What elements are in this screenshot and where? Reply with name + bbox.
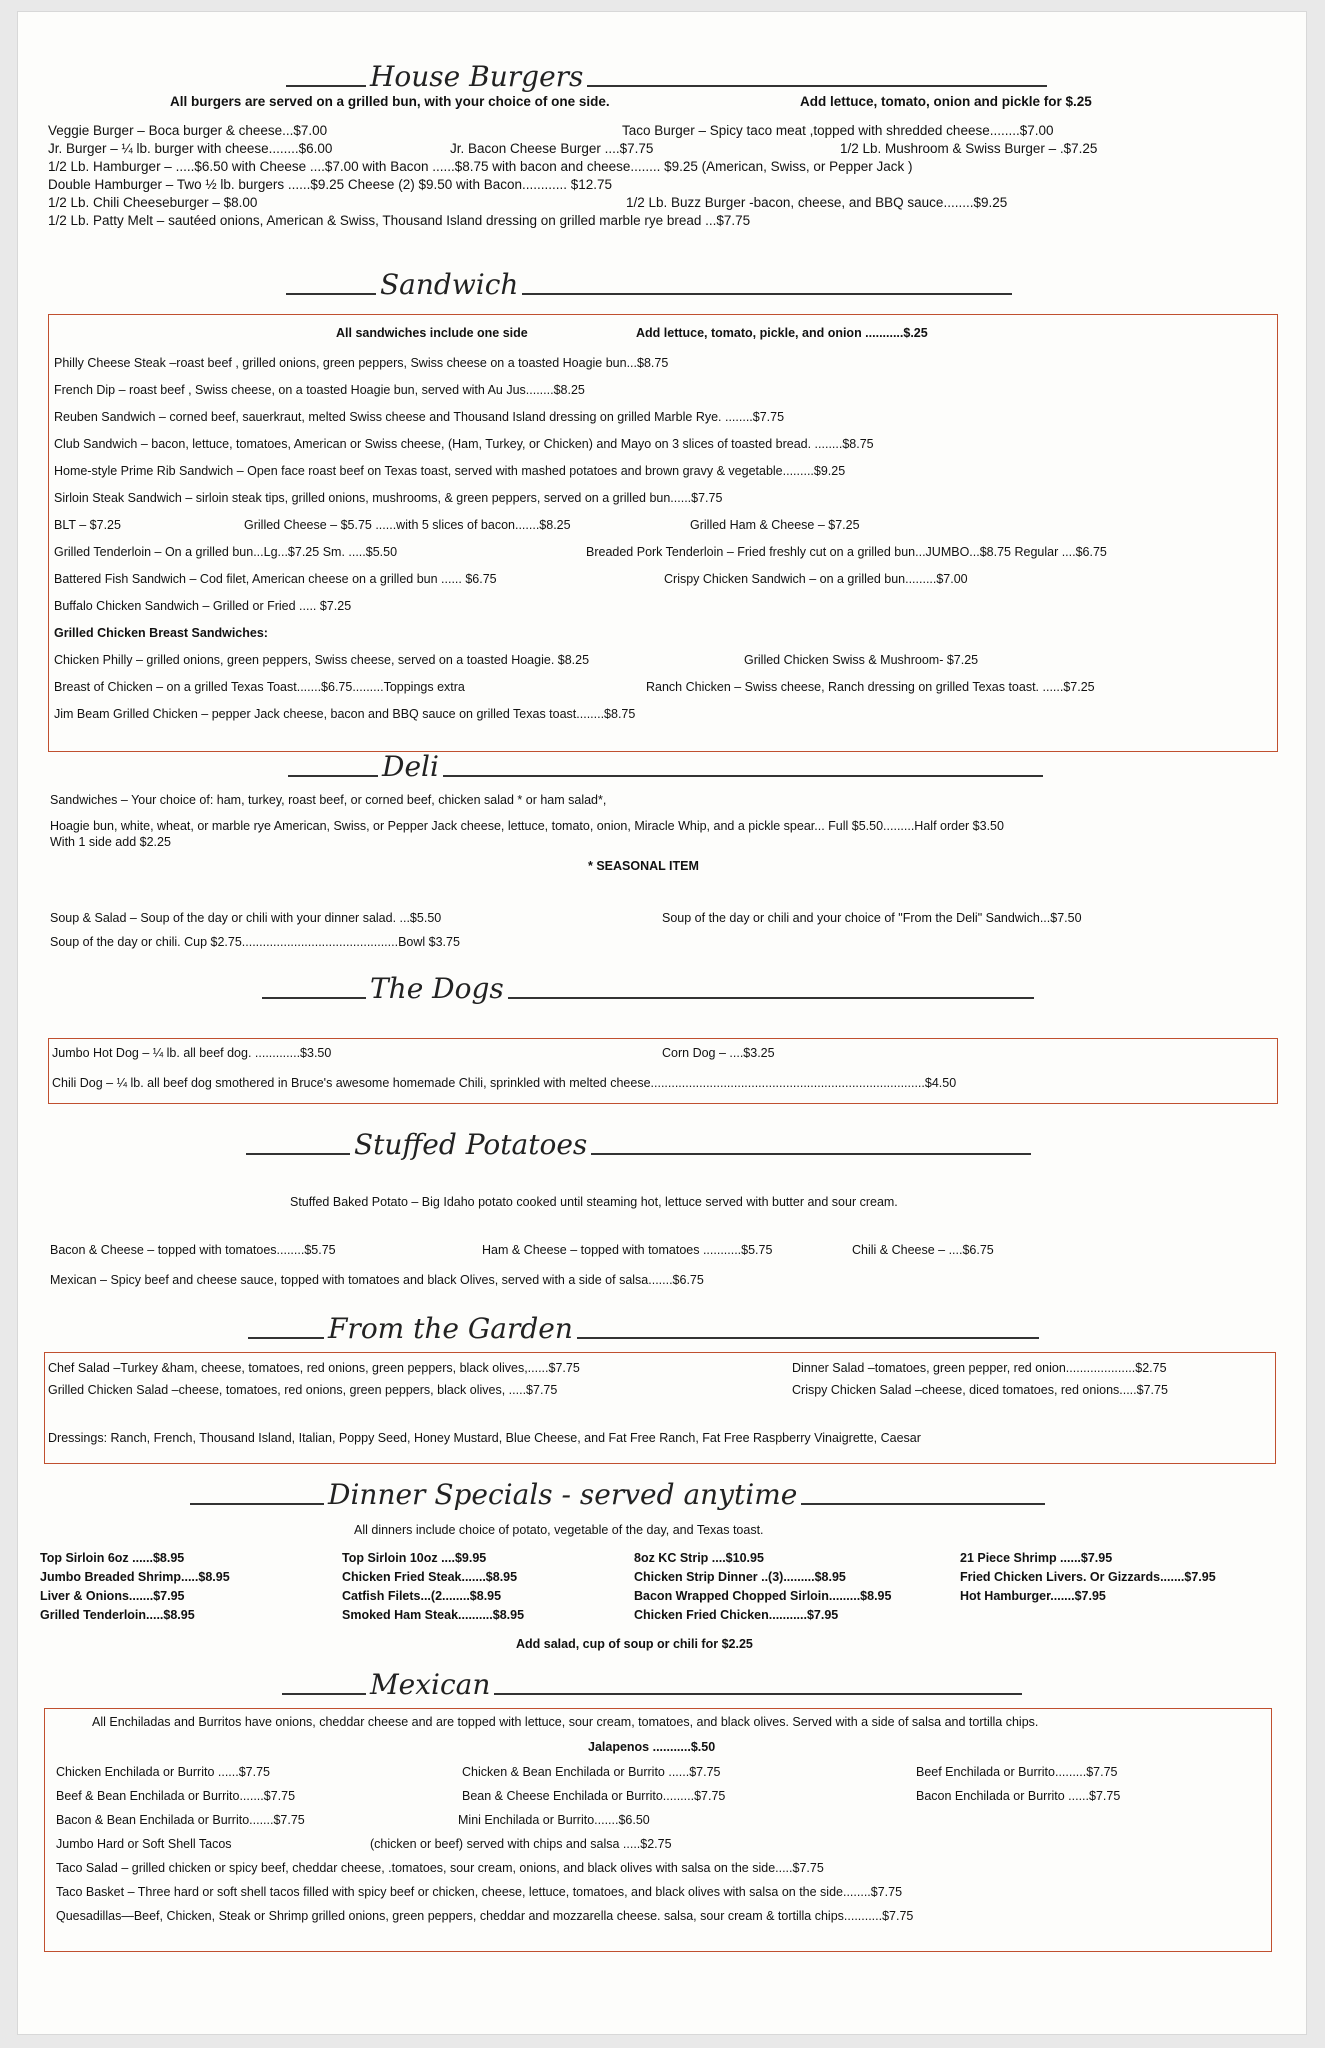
section-heading-stuffed-potatoes	[246, 1128, 1031, 1161]
menu-item-jim-beam: Jim Beam Grilled Chicken – pepper Jack cheese, bacon and BBQ sauce on grilled Texas toast........$8.75	[54, 707, 636, 721]
menu-item-mushroom-swiss: 1/2 Lb. Mushroom & Swiss Burger – .$7.25	[840, 141, 1098, 156]
sandwich-intro: All sandwiches include one side	[336, 326, 528, 340]
menu-item-mini-enchilada: Mini Enchilada or Burrito.......$6.50	[458, 1813, 650, 1827]
menu-item-prime-rib: Home-style Prime Rib Sandwich – Open face roast beef on Texas toast, served with mashed potatoes and brown gravy & vegetable.........$9.25	[54, 464, 846, 478]
dinner-item: Top Sirloin 6oz ......$8.95	[40, 1551, 185, 1565]
dinner-intro: All dinners include choice of potato, vegetable of the day, and Texas toast.	[354, 1523, 764, 1537]
menu-item-grilled-chicken-salad: Grilled Chicken Salad –cheese, tomatoes, red onions, green peppers, black olives, .....$7.75	[48, 1383, 558, 1397]
menu-item-jumbo-tacos: Jumbo Hard or Soft Shell Tacos	[56, 1837, 232, 1851]
menu-item-blt: BLT – $7.25	[54, 518, 121, 532]
dinner-item: Chicken Fried Chicken...........$7.95	[634, 1608, 839, 1622]
dinner-item: 8oz KC Strip ....$10.95	[634, 1551, 764, 1565]
heading-text: From the Garden	[328, 1312, 573, 1345]
menu-item-battered-fish: Battered Fish Sandwich – Cod filet, American cheese on a grilled bun ...... $6.75	[54, 572, 497, 586]
heading-text: Deli	[382, 750, 439, 783]
menu-item-breast-of-chicken: Breast of Chicken – on a grilled Texas Toast.......$6.75.........Toppings extra	[54, 680, 465, 694]
menu-item-chef-salad: Chef Salad –Turkey &ham, cheese, tomatoes, red onions, green peppers, black olives,......$7.75	[48, 1361, 580, 1375]
dinner-item: Chicken Strip Dinner ..(3).........$8.95	[634, 1570, 846, 1584]
menu-item-patty-melt: 1/2 Lb. Patty Melt – sautéed onions, American & Swiss, Thousand Island dressing on grilled marble rye bread ...$7.75	[48, 213, 751, 228]
menu-item-french-dip: French Dip – roast beef , Swiss cheese, on a toasted Hoagie bun, served with Au Jus........$8.25	[54, 383, 585, 397]
section-heading-garden	[248, 1312, 1039, 1345]
deli-options: Hoagie bun, white, wheat, or marble rye American, Swiss, or Pepper Jack cheese, lettuce, tomato, onion, Miracle Whip, and a pickle spear... Full $5.50.........Half order $3.50	[50, 819, 1004, 833]
menu-item-chicken-philly: Chicken Philly – grilled onions, green peppers, Swiss cheese, served on a toasted Hoagie. $8.25	[54, 653, 590, 667]
section-heading-mexican	[282, 1668, 1022, 1701]
menu-item-mexican-potato: Mexican – Spicy beef and cheese sauce, topped with tomatoes and black Olives, served with a side of salsa.......$6.75	[50, 1273, 704, 1287]
menu-item-double-hamburger: Double Hamburger – Two ½ lb. burgers ......$9.25 Cheese (2) $9.50 with Bacon............ $12.75	[48, 177, 613, 192]
dinner-item: 21 Piece Shrimp ......$7.95	[960, 1551, 1113, 1565]
dinner-item: Catfish Filets...(2........$8.95	[342, 1589, 502, 1603]
salad-dressings: Dressings: Ranch, French, Thousand Island, Italian, Poppy Seed, Honey Mustard, Blue Cheese, and Fat Free Ranch, Fat Free Raspberry Vinaigrette, Caesar	[48, 1431, 921, 1445]
menu-item-crispy-chicken-salad: Crispy Chicken Salad –cheese, diced tomatoes, red onions.....$7.75	[792, 1383, 1168, 1397]
menu-item-taco-basket: Taco Basket – Three hard or soft shell tacos filled with spicy beef or chicken, cheese, lettuce, tomatoes, and black olives with salsa on the side........$7.75	[56, 1885, 903, 1899]
menu-item-gc-swiss-mushroom: Grilled Chicken Swiss & Mushroom- $7.25	[744, 653, 979, 667]
menu-item-chili-dog: Chili Dog – ¼ lb. all beef dog smothered in Bruce's awesome homemade Chili, sprinkled with melted cheese...............................................................................$4.50	[52, 1076, 957, 1090]
menu-item-buzz-burger: 1/2 Lb. Buzz Burger -bacon, cheese, and BBQ sauce........$9.25	[626, 195, 1008, 210]
heading-text: Dinner Specials - served anytime	[328, 1478, 798, 1511]
menu-page	[18, 12, 1306, 2034]
menu-item-bacon-enchilada: Bacon Enchilada or Burrito ......$7.75	[916, 1789, 1121, 1803]
grilled-chicken-header: Grilled Chicken Breast Sandwiches:	[54, 626, 268, 640]
dinner-item: Liver & Onions.......$7.95	[40, 1589, 185, 1603]
dinner-item: Hot Hamburger.......$7.95	[960, 1589, 1106, 1603]
menu-item-breaded-pork: Breaded Pork Tenderloin – Fried freshly cut on a grilled bun...JUMBO...$8.75 Regular ....$6.75	[586, 545, 1107, 559]
menu-item-jumbo-hot-dog: Jumbo Hot Dog – ¼ lb. all beef dog. .............$3.50	[52, 1046, 332, 1060]
menu-item-soup-sandwich: Soup of the day or chili and your choice of "From the Deli" Sandwich...$7.50	[662, 911, 1082, 925]
dinner-item: Chicken Fried Steak.......$8.95	[342, 1570, 518, 1584]
mexican-intro: All Enchiladas and Burritos have onions, cheddar cheese and are topped with lettuce, sour cream, tomatoes, and black olives. Served with a side of salsa and tortilla chips.	[92, 1715, 1039, 1729]
menu-item-bacon-bean-enchilada: Bacon & Bean Enchilada or Burrito.......$7.75	[56, 1813, 305, 1827]
menu-item-chili-cheese-potato: Chili & Cheese – ....$6.75	[852, 1243, 994, 1257]
potatoes-intro: Stuffed Baked Potato – Big Idaho potato cooked until steaming hot, lettuce served with butter and sour cream.	[290, 1195, 898, 1209]
menu-item-hamburger: 1/2 Lb. Hamburger – .....$6.50 with Cheese ....$7.00 with Bacon ......$8.75 with bacon and cheese........ $9.25 (American, Swiss, or Pepper Jack )	[48, 159, 913, 174]
sandwich-addon: Add lettuce, tomato, pickle, and onion ...........$.25	[636, 326, 928, 340]
dinner-item: Fried Chicken Livers. Or Gizzards.......$7.95	[960, 1570, 1216, 1584]
menu-item-club: Club Sandwich – bacon, lettuce, tomatoes, American or Swiss cheese, (Ham, Turkey, or Chicken) and Mayo on 3 slices of toasted bread. ........$8.75	[54, 437, 874, 451]
menu-item-chicken-enchilada: Chicken Enchilada or Burrito ......$7.75	[56, 1765, 271, 1779]
menu-item-beef-enchilada: Beef Enchilada or Burrito.........$7.75	[916, 1765, 1118, 1779]
menu-item-bacon-cheese-potato: Bacon & Cheese – topped with tomatoes........$5.75	[50, 1243, 336, 1257]
deli-side: With 1 side add $2.25	[50, 835, 171, 849]
menu-item-beef-bean-enchilada: Beef & Bean Enchilada or Burrito.......$7.75	[56, 1789, 296, 1803]
menu-item-soup-of-day: Soup of the day or chili. Cup $2.75.............................................Bowl $3.75	[50, 935, 460, 949]
heading-text: House Burgers	[370, 60, 584, 93]
menu-item-jr-bacon-burger: Jr. Bacon Cheese Burger ....$7.75	[450, 141, 654, 156]
section-heading-dogs	[262, 972, 1034, 1005]
menu-item-chili-cheeseburger: 1/2 Lb. Chili Cheeseburger – $8.00	[48, 195, 258, 210]
menu-item-crispy-chicken-sandwich: Crispy Chicken Sandwich – on a grilled bun.........$7.00	[664, 572, 968, 586]
burgers-addon: Add lettuce, tomato, onion and pickle for $.25	[800, 94, 1092, 109]
dinner-item: Bacon Wrapped Chopped Sirloin.........$8.95	[634, 1589, 892, 1603]
section-heading-sandwich	[286, 268, 1012, 301]
menu-item-taco-salad: Taco Salad – grilled chicken or spicy beef, cheddar cheese, .tomatoes, sour cream, onions, and black olives with salsa on the side.....$7.75	[56, 1861, 824, 1875]
menu-item-jumbo-tacos-desc: (chicken or beef) served with chips and salsa .....$2.75	[370, 1837, 672, 1851]
deli-choice: Sandwiches – Your choice of: ham, turkey, roast beef, or corned beef, chicken salad * or ham salad*,	[50, 793, 607, 807]
dinner-item: Smoked Ham Steak..........$8.95	[342, 1608, 525, 1622]
menu-item-reuben: Reuben Sandwich – corned beef, sauerkraut, melted Swiss cheese and Thousand Island dressing on grilled Marble Rye. ........$7.75	[54, 410, 785, 424]
menu-item-taco-burger: Taco Burger – Spicy taco meat ,topped with shredded cheese........$7.00	[622, 123, 1054, 138]
heading-text: Sandwich	[380, 268, 519, 301]
heading-text: Mexican	[370, 1668, 491, 1701]
menu-item-grilled-cheese: Grilled Cheese – $5.75 ......with 5 slices of bacon.......$8.25	[244, 518, 571, 532]
dinner-item: Jumbo Breaded Shrimp.....$8.95	[40, 1570, 230, 1584]
heading-text: The Dogs	[370, 972, 504, 1005]
section-heading-house-burgers	[286, 60, 1047, 93]
menu-item-chicken-bean-enchilada: Chicken & Bean Enchilada or Burrito ......$7.75	[462, 1765, 721, 1779]
menu-item-ranch-chicken: Ranch Chicken – Swiss cheese, Ranch dressing on grilled Texas toast. ......$7.25	[646, 680, 1095, 694]
dinner-add-on: Add salad, cup of soup or chili for $2.25	[516, 1637, 753, 1651]
menu-item-soup-salad: Soup & Salad – Soup of the day or chili with your dinner salad. ...$5.50	[50, 911, 442, 925]
menu-item-ham-cheese-potato: Ham & Cheese – topped with tomatoes ...........$5.75	[482, 1243, 773, 1257]
dinner-item: Grilled Tenderloin.....$8.95	[40, 1608, 195, 1622]
menu-item-jr-burger: Jr. Burger – ¼ lb. burger with cheese........$6.00	[48, 141, 333, 156]
menu-item-philly: Philly Cheese Steak –roast beef , grilled onions, green peppers, Swiss cheese on a toasted Hoagie bun...$8.75	[54, 356, 669, 370]
menu-item-bean-cheese-enchilada: Bean & Cheese Enchilada or Burrito.........$7.75	[462, 1789, 726, 1803]
menu-item-corn-dog: Corn Dog – ....$3.25	[662, 1046, 775, 1060]
menu-item-veggie-burger: Veggie Burger – Boca burger & cheese...$7.00	[48, 123, 328, 138]
deli-seasonal-note: * SEASONAL ITEM	[588, 859, 699, 873]
menu-item-grilled-tenderloin: Grilled Tenderloin – On a grilled bun...Lg...$7.25 Sm. .....$5.50	[54, 545, 398, 559]
section-heading-dinner-specials	[190, 1478, 1045, 1511]
menu-item-dinner-salad: Dinner Salad –tomatoes, green pepper, red onion....................$2.75	[792, 1361, 1167, 1375]
heading-text: Stuffed Potatoes	[354, 1128, 588, 1161]
menu-item-jalapenos: Jalapenos ...........$.50	[588, 1740, 716, 1754]
burgers-intro: All burgers are served on a grilled bun, with your choice of one side.	[170, 94, 610, 109]
menu-item-quesadillas: Quesadillas—Beef, Chicken, Steak or Shrimp grilled onions, green peppers, cheddar and mozzarella cheese. salsa, sour cream & tortilla chips...........$7.75	[56, 1909, 914, 1923]
menu-item-sirloin-steak: Sirloin Steak Sandwich – sirloin steak tips, grilled onions, mushrooms, & green peppers, served on a grilled bun......$7.75	[54, 491, 723, 505]
dinner-item: Top Sirloin 10oz ....$9.95	[342, 1551, 487, 1565]
section-heading-deli	[288, 750, 1043, 783]
menu-item-buffalo-chicken: Buffalo Chicken Sandwich – Grilled or Fried ..... $7.25	[54, 599, 352, 613]
menu-item-grilled-ham-cheese: Grilled Ham & Cheese – $7.25	[690, 518, 860, 532]
